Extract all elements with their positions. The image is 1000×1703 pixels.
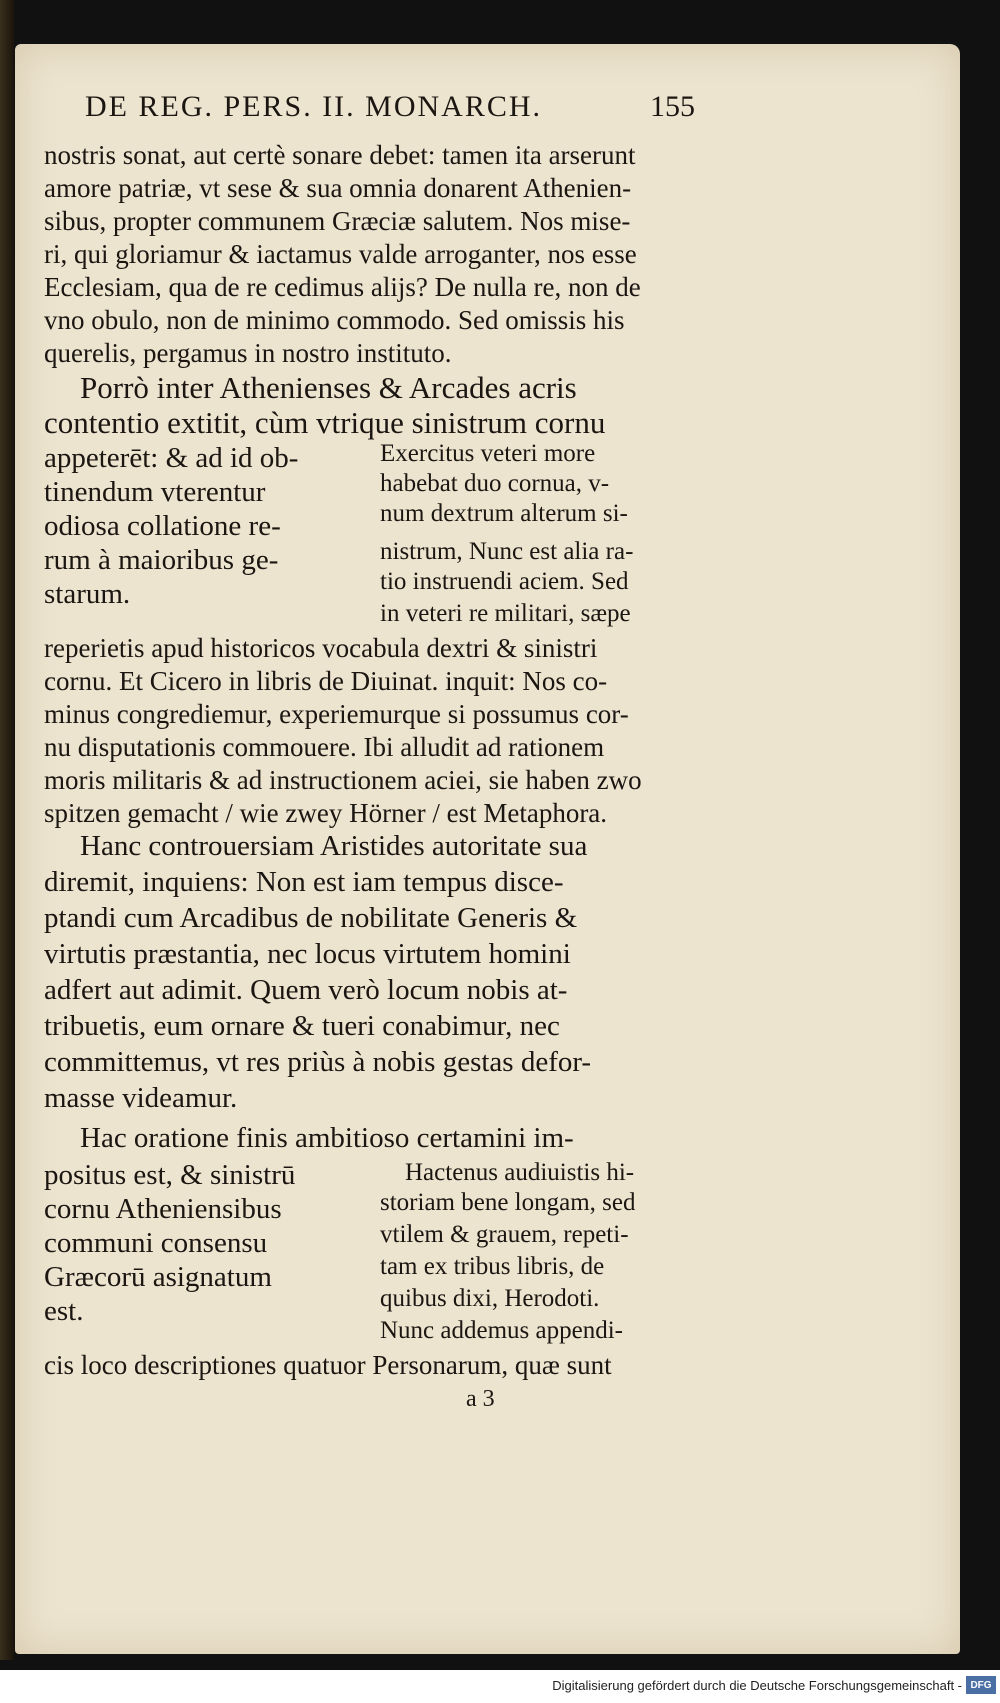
text-line: spitzen gemacht / wie zwey Hörner / est Metaphora. [44, 798, 608, 828]
main-column-line: Græcorū asignatum [44, 1261, 272, 1293]
page-number: 155 [650, 90, 695, 123]
marginal-note-line: num dextrum alterum si- [380, 500, 628, 527]
text-line: amore patriæ, vt sese & sua omnia donarent Athenien- [44, 173, 632, 203]
text-line: nostris sonat, aut certè sonare debet: tamen ita arserunt [44, 140, 636, 170]
marginal-note-line: tio instruendi aciem. Sed [380, 568, 629, 595]
text-line: ri, qui gloriamur & iactamus valde arroganter, nos esse [44, 239, 637, 269]
main-column-line: communi consensu [44, 1227, 268, 1259]
text-line: sibus, propter communem Græciæ salutem. Nos mise- [44, 206, 631, 236]
text-line: virtutis præstantia, nec locus virtutem homini [44, 938, 571, 970]
text-line: reperietis apud historicos vocabula dextri & sinistri [44, 633, 598, 663]
marginal-note-line: habebat duo cornua, v- [380, 470, 610, 497]
marginal-note-line: vtilem & grauem, repeti- [380, 1221, 629, 1248]
text-line: Hac oratione finis ambitioso certamini im- [80, 1122, 574, 1154]
text-line: querelis, pergamus in nostro instituto. [44, 338, 452, 368]
text-line: Porrò inter Athenienses & Arcades acris [80, 370, 577, 405]
main-column-line: starum. [44, 578, 131, 610]
marginal-note-line: Exercitus veteri more [380, 440, 596, 467]
text-line: cornu. Et Cicero in libris de Diuinat. inquit: Nos co- [44, 666, 608, 696]
main-column-line: est. [44, 1295, 84, 1327]
text-line: masse videamur. [44, 1082, 238, 1114]
text-line: cis loco descriptiones quatuor Personarum, quæ sunt [44, 1350, 612, 1380]
marginal-note-line: in veteri re militari, sæpe [380, 600, 631, 627]
main-column-line: rum à maioribus ge- [44, 544, 279, 576]
marginal-note-line: quibus dixi, Herodoti. [380, 1285, 600, 1312]
text-line: vno obulo, non de minimo commodo. Sed omissis his [44, 305, 625, 335]
marginal-note-line: Hactenus audiuistis hi- [405, 1159, 635, 1186]
text-line: contentio extitit, cùm vtrique sinistrum cornu [44, 405, 606, 440]
marginal-note-line: tam ex tribus libris, de [380, 1253, 605, 1280]
signature-mark: a 3 [466, 1386, 495, 1412]
main-column-line: appeterēt: & ad id ob- [44, 442, 299, 474]
text-line: minus congrediemur, experiemurque si possumus cor- [44, 699, 629, 729]
main-column-line: tinendum vterentur [44, 476, 266, 508]
text-line: moris militaris & ad instructionem aciei, sie haben zwo [44, 765, 642, 795]
text-line: committemus, vt res priùs à nobis gestas defor- [44, 1046, 592, 1078]
text-line: Ecclesiam, qua de re cedimus alijs? De nulla re, non de [44, 272, 641, 302]
marginal-note-line: Nunc addemus appendi- [380, 1317, 623, 1344]
marginal-note-line: nistrum, Nunc est alia ra- [380, 538, 634, 565]
marginal-note-line: storiam bene longam, sed [380, 1189, 636, 1216]
funding-credit: Digitalisierung gefördert durch die Deutsche Forschungsgemeinschaft - [552, 1678, 962, 1693]
text-line: Hanc controuersiam Aristides autoritate sua [80, 830, 588, 862]
text-line: diremit, inquiens: Non est iam tempus disce- [44, 866, 564, 898]
book-spine [0, 0, 14, 1660]
text-line: ptandi cum Arcadibus de nobilitate Generis & [44, 902, 578, 934]
main-column-line: odiosa collatione re- [44, 510, 281, 542]
main-column-line: positus est, & sinistrū [44, 1159, 296, 1191]
dfg-logo: DFG [966, 1676, 996, 1694]
main-column-line: cornu Atheniensibus [44, 1193, 282, 1225]
text-line: tribuetis, eum ornare & tueri conabimur, nec [44, 1010, 560, 1042]
running-title: DE REG. PERS. II. MONARCH. [85, 90, 543, 123]
text-line: adfert aut adimit. Quem verò locum nobis at- [44, 974, 568, 1006]
text-line: nu disputationis commouere. Ibi alludit ad rationem [44, 732, 605, 762]
